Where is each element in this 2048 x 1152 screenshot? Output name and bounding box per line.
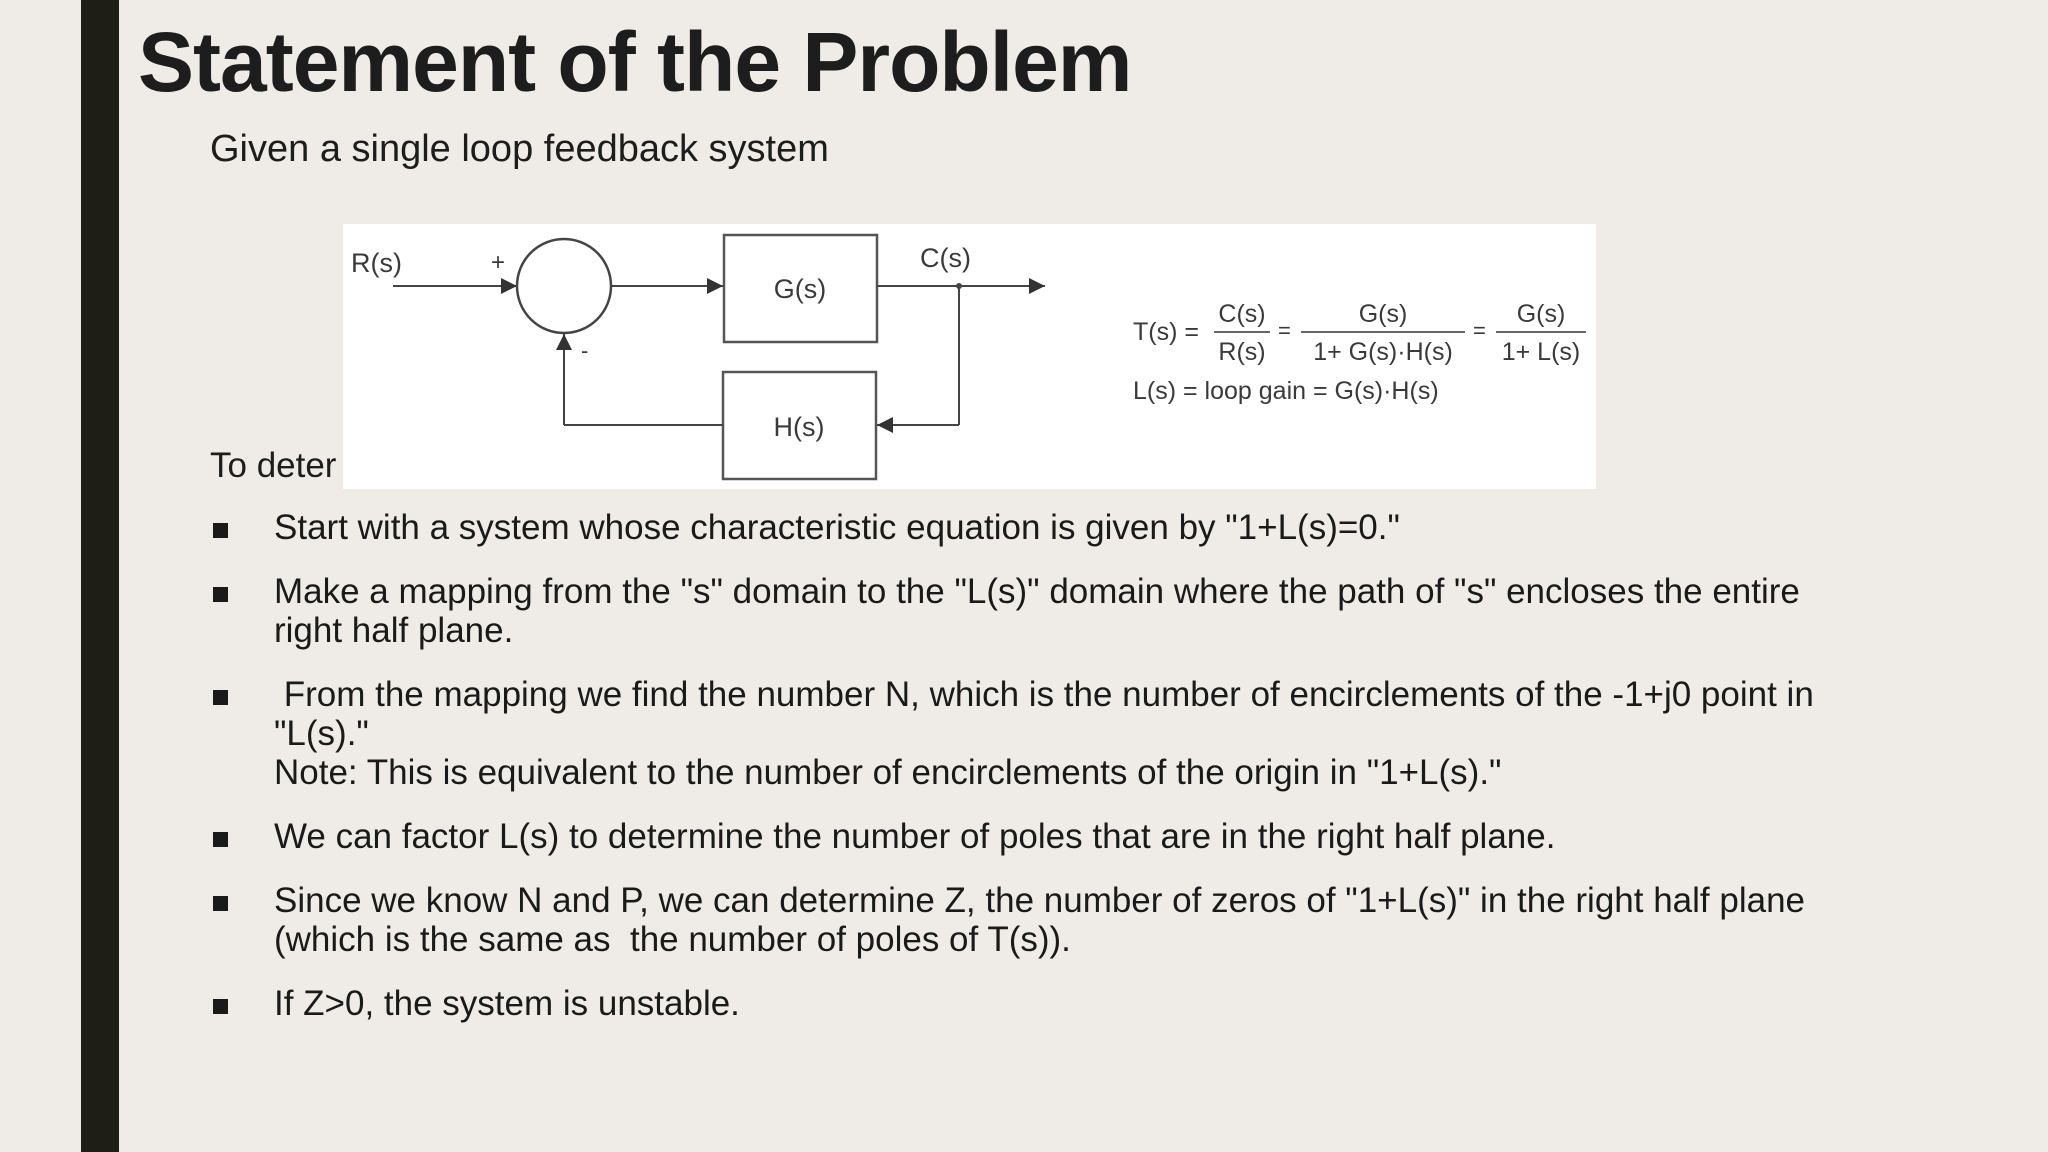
loop-gain-equation: L(s) = loop gain = G(s)·H(s): [1133, 377, 1439, 405]
square-bullet-icon: [213, 896, 228, 911]
bullet-line: "L(s).": [274, 714, 369, 753]
bullet-line: If Z>0, the system is unstable.: [274, 984, 740, 1023]
slide-subtitle: Given a single loop feedback system: [210, 128, 829, 170]
eq-frac2-num: G(s): [1358, 300, 1408, 328]
bullet-line: Start with a system whose characteristic equation is given by "1+L(s)=0.": [274, 508, 1400, 547]
feedback-block-label: H(s): [773, 412, 825, 442]
eq-frac3-den: 1+ L(s): [1501, 338, 1581, 366]
eq-frac1-den: R(s): [1218, 338, 1266, 366]
summing-junction: [517, 239, 611, 333]
bullet-line: We can factor L(s) to determine the number of poles that are in the right half plane.: [274, 817, 1556, 856]
bullet-item: [210, 675, 1970, 792]
accent-bar: [81, 0, 119, 1152]
eq-equals-2: =: [1473, 318, 1486, 343]
bullet-item: [210, 572, 1970, 650]
feedback-diagram-figure: [343, 224, 1596, 489]
forward-block-label: G(s): [773, 274, 827, 304]
square-bullet-icon: [213, 690, 228, 705]
determine-text: To deter: [210, 446, 337, 485]
bullet-item: [210, 984, 1970, 1023]
eq-equals-1: =: [1278, 318, 1291, 343]
bullet-line: Make a mapping from the "s" domain to the "L(s)" domain where the path of "s" encloses the entire: [274, 572, 1800, 611]
bullet-line: (which is the same as the number of poles of T(s)).: [274, 920, 1071, 959]
bullet-line: Since we know N and P, we can determine Z, the number of zeros of "1+L(s)" in the right half plane: [274, 881, 1805, 920]
bullet-item: [210, 817, 1970, 856]
square-bullet-icon: [213, 832, 228, 847]
eq-lhs: T(s) =: [1133, 318, 1199, 346]
input-label: R(s): [351, 248, 402, 278]
minus-sign: -: [581, 338, 589, 363]
bullet-line: right half plane.: [274, 611, 514, 650]
square-bullet-icon: [213, 523, 228, 538]
eq-frac2-den: 1+ G(s)·H(s): [1313, 338, 1453, 366]
bullet-list: [210, 508, 1970, 1048]
bullet-item: [210, 508, 1970, 547]
output-label: C(s): [920, 243, 971, 273]
slide-title: Statement of the Problem: [138, 15, 1132, 109]
square-bullet-icon: [213, 587, 228, 602]
square-bullet-icon: [213, 999, 228, 1014]
bullet-line: From the mapping we find the number N, which is the number of encirclements of the -1+j0 point in: [274, 675, 1814, 714]
eq-frac3-num: G(s): [1516, 300, 1566, 328]
bullet-item: [210, 881, 1970, 959]
eq-frac1-num: C(s): [1218, 300, 1266, 328]
plus-sign: +: [491, 249, 506, 276]
bullet-line: Note: This is equivalent to the number of encirclements of the origin in "1+L(s).": [274, 753, 1502, 792]
block-diagram-svg: [343, 224, 1596, 489]
